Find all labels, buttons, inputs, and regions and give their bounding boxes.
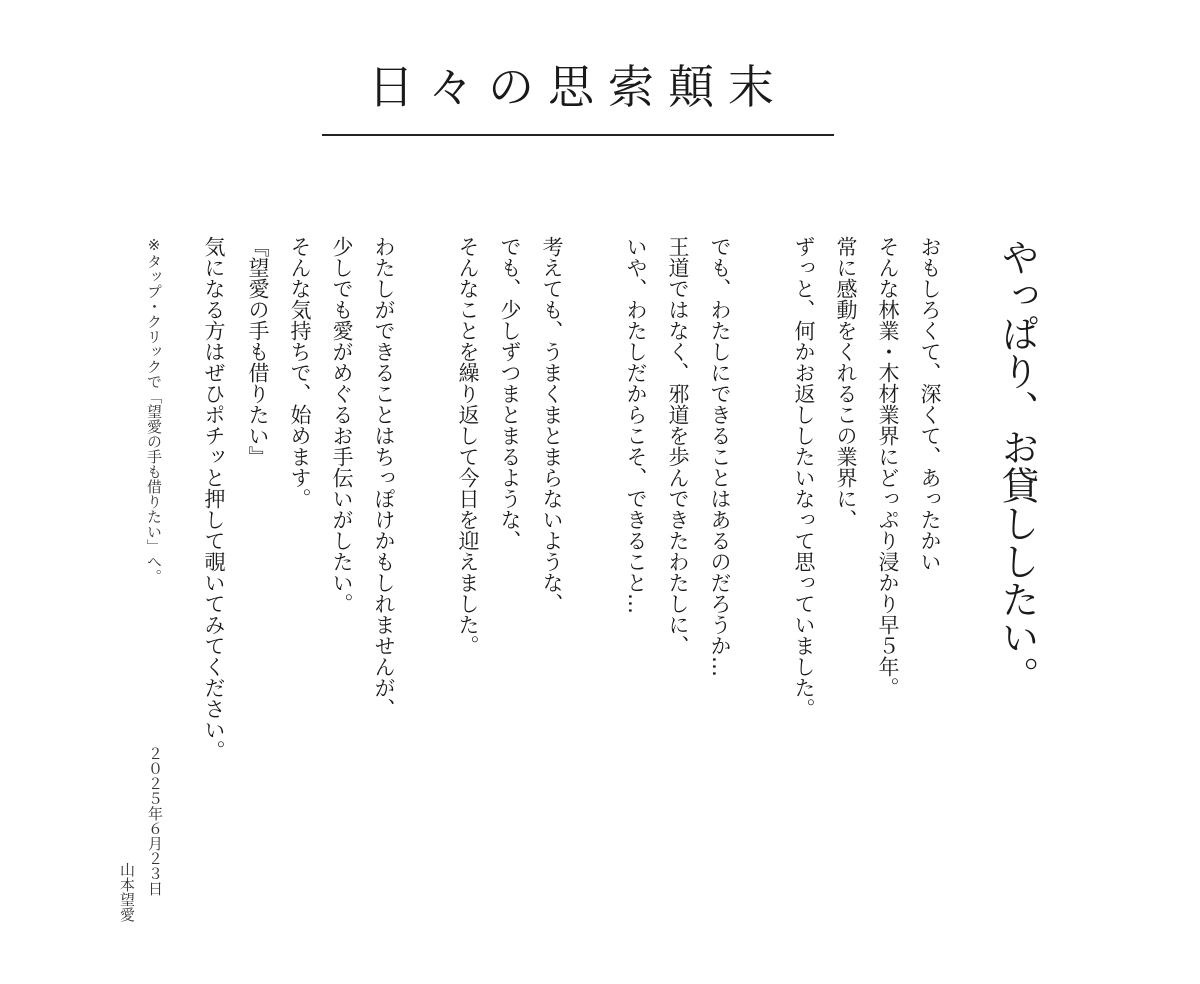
paragraph-line: 王道ではなく、邪道を歩んできたわたしに、 xyxy=(666,236,690,656)
paragraph-line[interactable]: そんな気持ちで、始めます。 xyxy=(288,236,312,509)
paragraph-line: 考えても、うまくまとまらないような、 xyxy=(540,236,564,614)
paragraph-line: 常に感動をくれるこの業界に、 xyxy=(834,236,858,530)
main-heading: やっぱり、お貸ししたい。 xyxy=(995,238,1039,694)
paragraph-line: 少しでも愛がめぐるお手伝いがしたい。 xyxy=(330,236,354,614)
paragraph-line: ずっと、何かお返ししたいなって思っていました。 xyxy=(792,236,816,719)
paragraph-line: 気になる方はぜひポチッと押して覗いてみてください。 xyxy=(202,236,226,761)
paragraph-line: わたしができることはちっぽけかもしれませんが、 xyxy=(372,236,396,719)
tap-note: ※タップ・クリックで「望愛の手も借りたい」へ。 xyxy=(145,236,163,584)
title-underline xyxy=(322,134,834,136)
paragraph-line: そんな林業・木材業界にどっぷり浸かり早５年。 xyxy=(876,236,900,698)
paragraph-line: いや、わたしだからこそ、できること… xyxy=(624,236,648,614)
page-title: 日々の思索顛末 xyxy=(368,60,788,114)
paragraph-line: でも、わたしにできることはあるのだろうか… xyxy=(708,236,732,677)
date: ２０２５年６月２３日 xyxy=(146,746,164,896)
paragraph-line: そんなことを繰り返して今日を迎えました。 xyxy=(456,236,480,656)
service-link[interactable]: 『望愛の手も借りたい』 xyxy=(246,236,270,467)
author-name: 山本望愛 xyxy=(118,862,136,922)
paragraph-line: おもしろくて、深くて、あったかい xyxy=(918,236,942,572)
paragraph-line: でも、少しずつまとまるような、 xyxy=(498,236,522,551)
